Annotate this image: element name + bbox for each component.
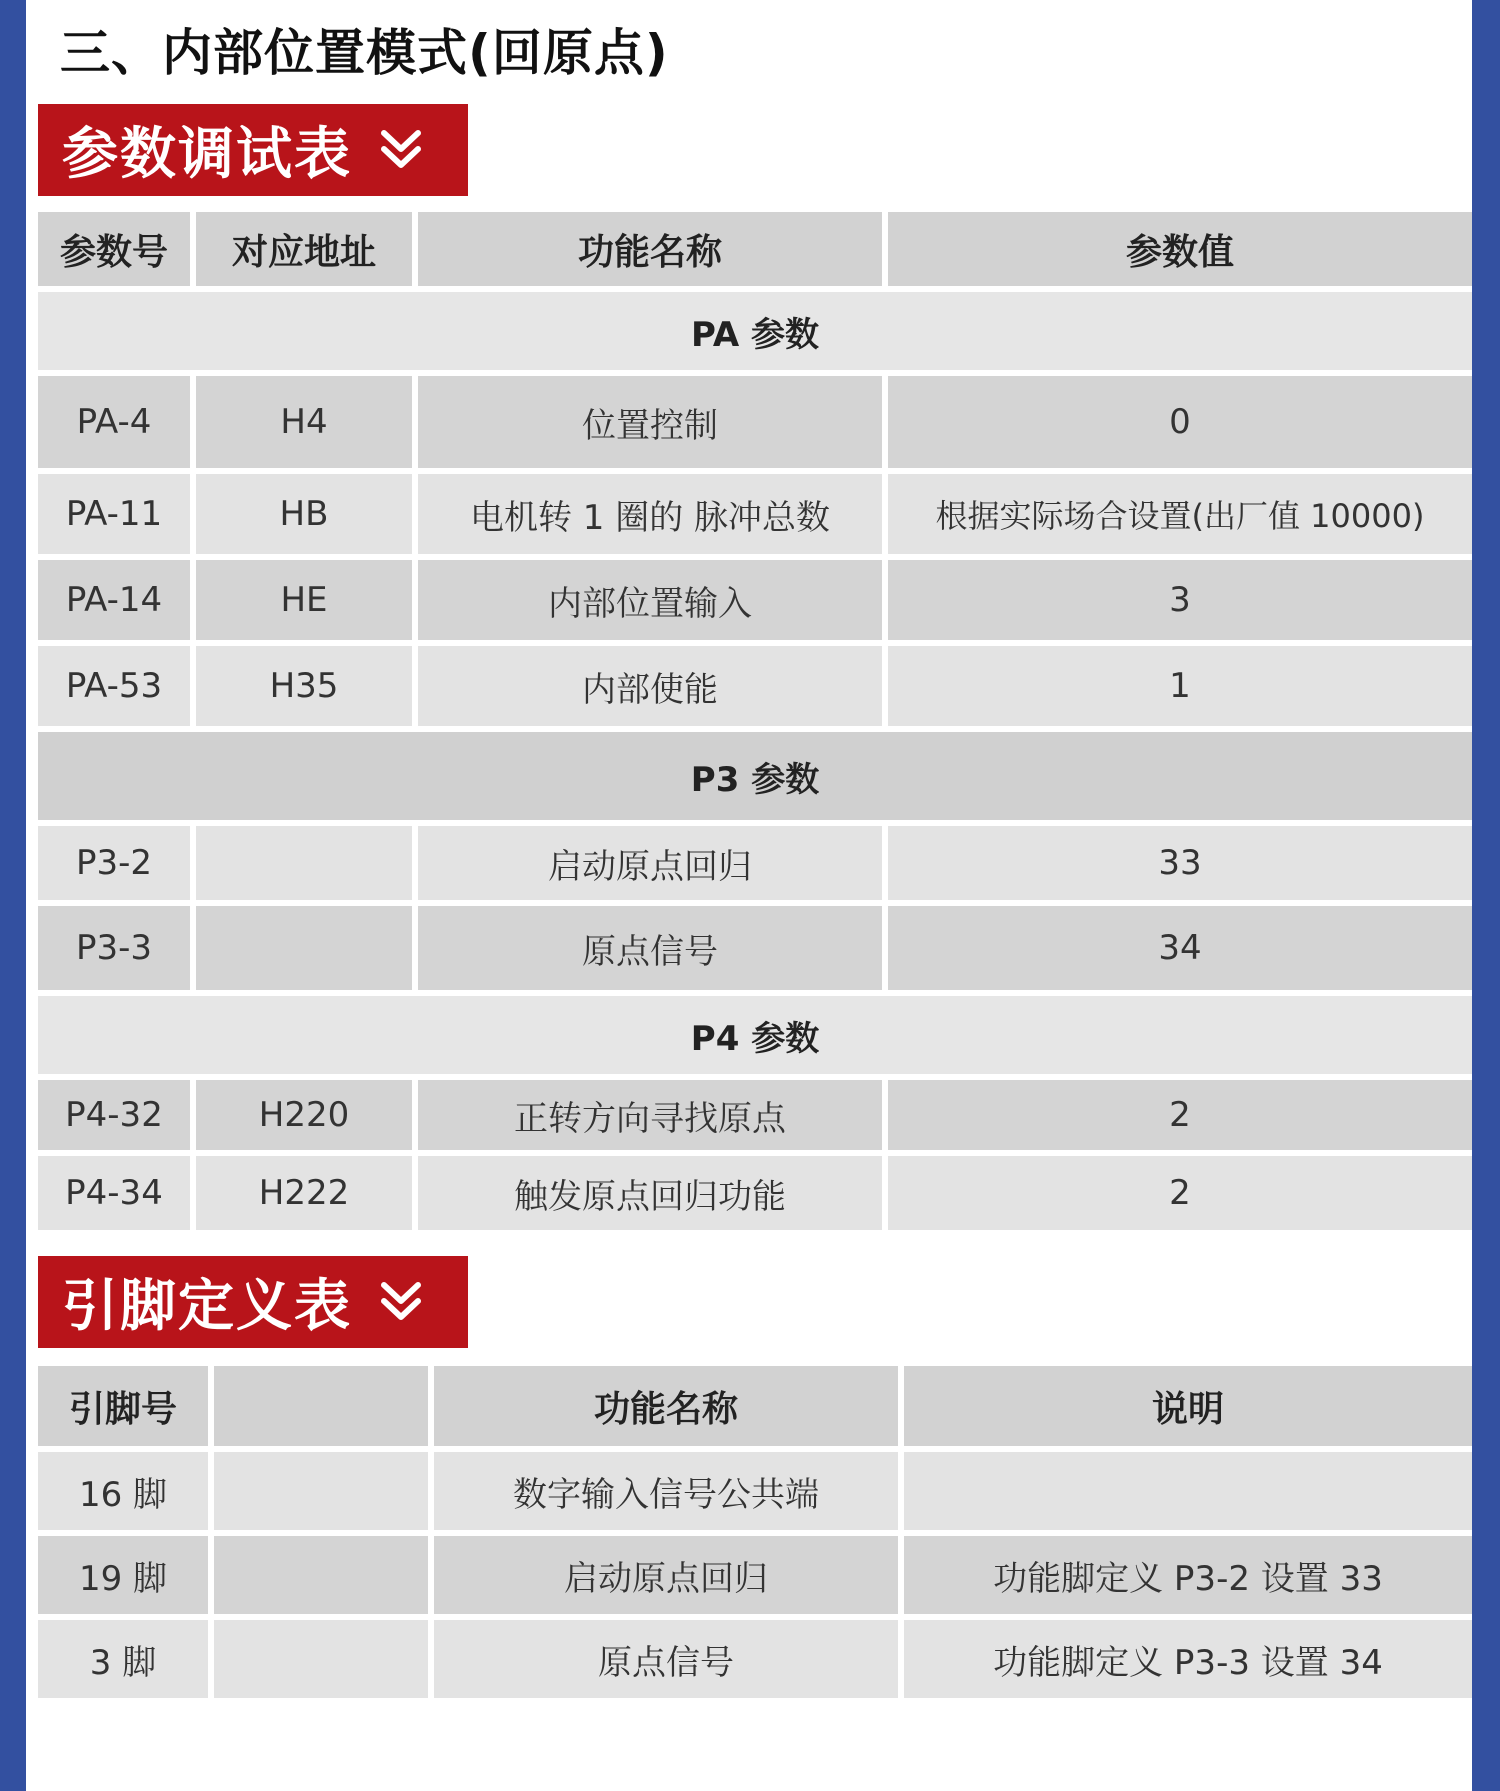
double-chevron-down-icon bbox=[378, 127, 424, 173]
table-row bbox=[38, 1620, 1472, 1698]
param-address: H35 bbox=[196, 646, 412, 726]
param-no: PA-11 bbox=[38, 474, 190, 554]
param-address: H222 bbox=[196, 1156, 412, 1230]
param-function: 触发原点回归功能 bbox=[418, 1156, 882, 1230]
param-value: 2 bbox=[888, 1080, 1472, 1150]
param-function: 原点信号 bbox=[418, 906, 882, 990]
header-address: 对应地址 bbox=[196, 212, 412, 286]
param-no: PA-14 bbox=[38, 560, 190, 640]
param-table-header-row bbox=[38, 212, 1472, 286]
param-function: 内部位置输入 bbox=[418, 560, 882, 640]
param-address: HB bbox=[196, 474, 412, 554]
header-description: 说明 bbox=[904, 1366, 1472, 1446]
header-function-name: 功能名称 bbox=[434, 1366, 898, 1446]
param-value: 3 bbox=[888, 560, 1472, 640]
banner-label: 引脚定义表 bbox=[62, 1274, 352, 1339]
param-no: PA-4 bbox=[38, 376, 190, 468]
pin-description bbox=[904, 1452, 1472, 1530]
pin-table-banner bbox=[38, 1256, 468, 1348]
page-title: 三、内部位置模式(回原点) bbox=[60, 24, 669, 82]
pin-blank bbox=[214, 1536, 428, 1614]
group-title-p4: P4 参数 bbox=[38, 996, 1472, 1074]
header-pin-no: 引脚号 bbox=[38, 1366, 208, 1446]
param-function: 电机转 1 圈的 脉冲总数 bbox=[418, 474, 882, 554]
param-value: 根据实际场合设置(出厂值 10000) bbox=[888, 474, 1472, 554]
param-function: 内部使能 bbox=[418, 646, 882, 726]
pin-blank bbox=[214, 1620, 428, 1698]
param-value: 1 bbox=[888, 646, 1472, 726]
table-row bbox=[38, 1452, 1472, 1530]
header-param-value: 参数值 bbox=[888, 212, 1472, 286]
param-table bbox=[32, 206, 1478, 1236]
pin-function: 启动原点回归 bbox=[434, 1536, 898, 1614]
table-row bbox=[38, 376, 1472, 468]
param-no: P4-32 bbox=[38, 1080, 190, 1150]
pin-no: 3 脚 bbox=[38, 1620, 208, 1698]
param-no: P4-34 bbox=[38, 1156, 190, 1230]
param-function: 正转方向寻找原点 bbox=[418, 1080, 882, 1150]
table-row bbox=[38, 646, 1472, 726]
param-value: 34 bbox=[888, 906, 1472, 990]
group-row bbox=[38, 292, 1472, 370]
table-row bbox=[38, 1536, 1472, 1614]
group-row bbox=[38, 996, 1472, 1074]
group-title-pa: PA 参数 bbox=[38, 292, 1472, 370]
table-row bbox=[38, 826, 1472, 900]
param-address: H4 bbox=[196, 376, 412, 468]
banner-label: 参数调试表 bbox=[62, 122, 352, 187]
double-chevron-down-icon bbox=[378, 1279, 424, 1325]
pin-function: 数字输入信号公共端 bbox=[434, 1452, 898, 1530]
table-row bbox=[38, 906, 1472, 990]
header-blank bbox=[214, 1366, 428, 1446]
header-function-name: 功能名称 bbox=[418, 212, 882, 286]
table-row bbox=[38, 474, 1472, 554]
param-function: 启动原点回归 bbox=[418, 826, 882, 900]
pin-function: 原点信号 bbox=[434, 1620, 898, 1698]
param-address bbox=[196, 826, 412, 900]
param-address bbox=[196, 906, 412, 990]
param-value: 2 bbox=[888, 1156, 1472, 1230]
pin-no: 16 脚 bbox=[38, 1452, 208, 1530]
param-table-banner bbox=[38, 104, 468, 196]
page bbox=[26, 0, 1472, 1791]
group-title-p3: P3 参数 bbox=[38, 732, 1472, 820]
param-address: HE bbox=[196, 560, 412, 640]
param-no: PA-53 bbox=[38, 646, 190, 726]
table-row bbox=[38, 1080, 1472, 1150]
pin-description: 功能脚定义 P3-2 设置 33 bbox=[904, 1536, 1472, 1614]
pin-no: 19 脚 bbox=[38, 1536, 208, 1614]
param-no: P3-2 bbox=[38, 826, 190, 900]
table-row bbox=[38, 560, 1472, 640]
param-no: P3-3 bbox=[38, 906, 190, 990]
param-function: 位置控制 bbox=[418, 376, 882, 468]
pin-table bbox=[32, 1360, 1478, 1704]
pin-table-header-row bbox=[38, 1366, 1472, 1446]
pin-blank bbox=[214, 1452, 428, 1530]
table-row bbox=[38, 1156, 1472, 1230]
param-value: 0 bbox=[888, 376, 1472, 468]
group-row bbox=[38, 732, 1472, 820]
param-address: H220 bbox=[196, 1080, 412, 1150]
header-param-no: 参数号 bbox=[38, 212, 190, 286]
param-value: 33 bbox=[888, 826, 1472, 900]
pin-description: 功能脚定义 P3-3 设置 34 bbox=[904, 1620, 1472, 1698]
